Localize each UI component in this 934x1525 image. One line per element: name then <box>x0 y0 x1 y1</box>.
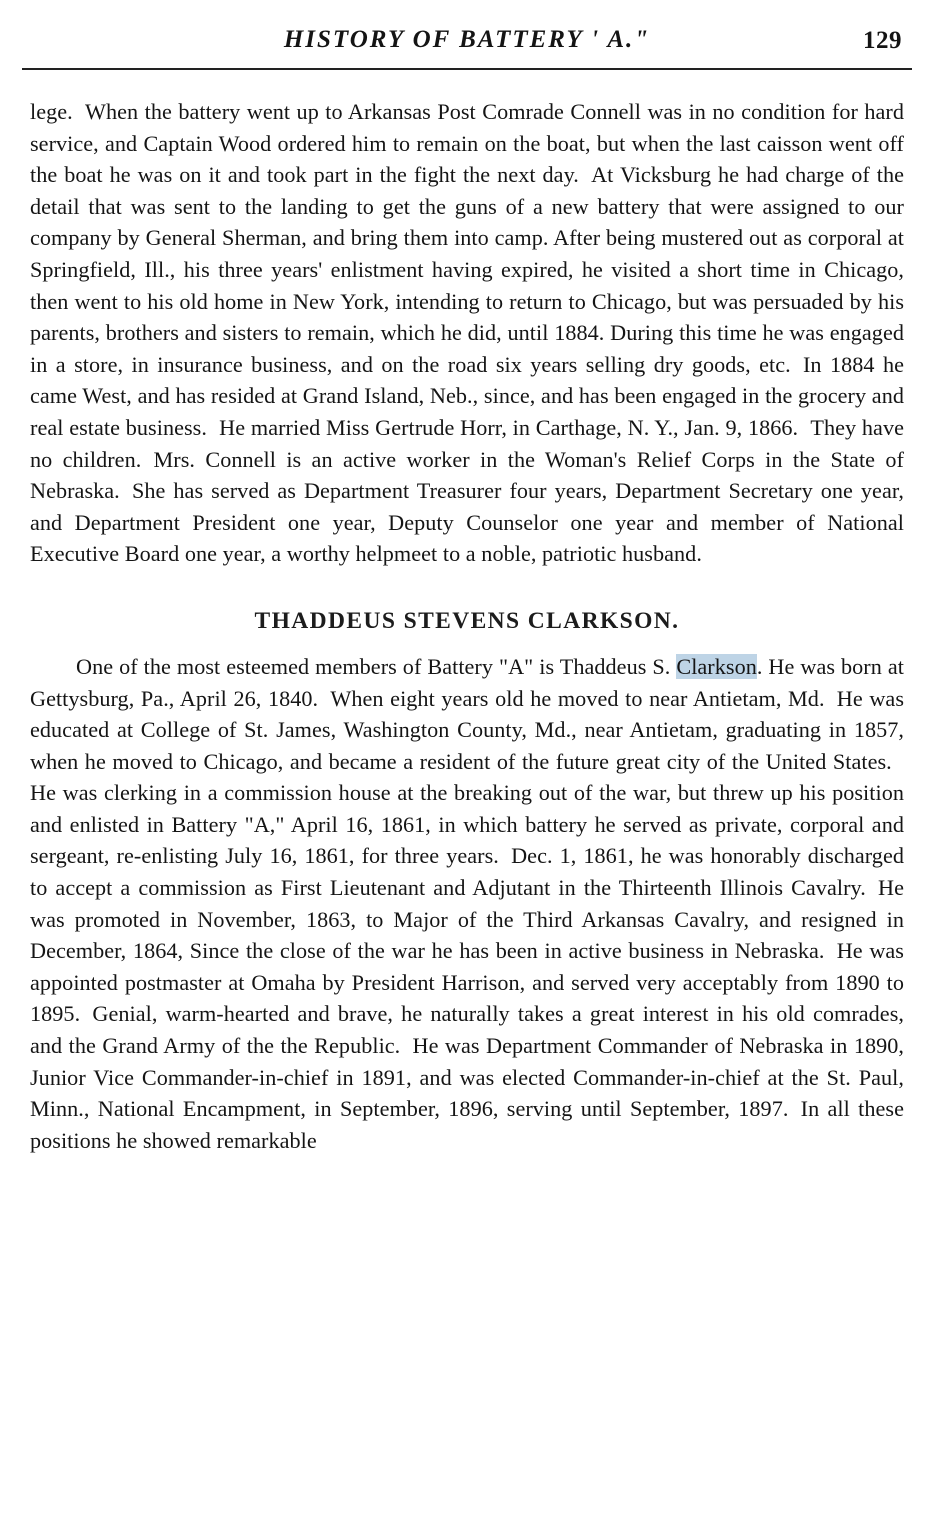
page-body <box>22 70 912 1156</box>
text-run: Dec. 1, 1861, he was honorably discharged to accept a commission as First Lieutenant and Adjutant in the Thirteenth Illinois Cavalry. <box>30 843 904 901</box>
text-run: He was educated at College of St. James, Washington County, Md., near Antietam, graduating in 1857, when he moved to Chicago, and became a resident of the future great city of the United States. <box>30 685 905 774</box>
text-run: At Vicksburg he had charge of the detail that was sent to the landing to get the guns of a new battery that were assigned to our company by General Sherman, and bring them into camp. After being mustered out as corporal at Springfield, Ill., his three years' enlistment having expired, he visited a short time in Chicago, then went to his old home in New York, intending to return to Chicago, but was persuaded by his parents, brothers and sisters to remain, which he did, until 1884. During this time he was engaged in a store, in insurance business, and on the road six years selling dry goods, etc. <box>30 162 905 377</box>
text-run: In all these positions he showed remarkable <box>30 1096 904 1153</box>
running-title: HISTORY OF BATTERY ' A." <box>283 26 651 53</box>
page-header <box>22 0 912 58</box>
text-run: They have no children. <box>30 414 904 472</box>
text-run: She has served as Department Treasurer four years, Department Secretary one year, and Department President one year, Deputy Counselor one year and member of National Executive Board one year, a worthy helpmeet to a noble, patriotic husband. <box>30 478 904 567</box>
text-run: lege. <box>30 99 73 124</box>
page-number: 129 <box>863 27 902 54</box>
paragraph-connell <box>30 96 904 570</box>
text-run: He was promoted in November, 1863, to Major of the Third Arkansas Cavalry, and resigned in December, 1864, Since the close of the war he has been in active business in Nebraska. <box>30 875 904 964</box>
text-run: Genial, warm-hearted and brave, he naturally takes a great interest in his old comrades, and the Grand Army of the the Republic. <box>30 1001 904 1059</box>
highlighted-text: Clarkson <box>676 653 757 679</box>
text-run: He was Department Commander of Nebraska in 1890, Junior Vice Commander-in-chief in 1891, and was elected Commander-in-chief at the St. Paul, Minn., National Encampment, in September, 1896, serving until September, 1897. <box>30 1033 904 1122</box>
paragraph-clarkson <box>30 651 904 1157</box>
text-run: In 1884 he came West, and has resided at Grand Island, Neb., since, and has been engaged in the grocery and real estate business. <box>30 351 904 440</box>
section-heading: THADDEUS STEVENS CLARKSON. <box>254 607 680 634</box>
text-run: He was appointed postmaster at Omaha by President Harrison, and served very acceptably from 1890 to 1895. <box>30 938 904 1027</box>
text-run: He married Miss Gertrude Horr, in Carthage, N. Y., Jan. 9, 1866. <box>219 414 799 440</box>
text-run: Mrs. Connell is an active worker in the Woman's Relief Corps in the State of Nebraska. <box>30 446 904 504</box>
text-run: When the battery went up to Arkansas Post Comrade Connell was in no condition for hard service, and Captain Wood ordered him to remain on the boat, but when the last caisson went off the boat he was on it and took part in the fight the next day. <box>30 99 904 188</box>
text-run: When eight years old he moved to near Antietam, Md. <box>330 685 825 711</box>
text-run: One of the most esteemed members of Battery "A" is Thaddeus S. <box>76 653 671 679</box>
text-run: He was clerking in a commission house at the breaking out of the war, but threw up his position and enlisted in Battery "A," April 16, 1861, in which battery he served as private, corporal and sergeant, re-enlisting July 16, 1861, for three years. <box>30 780 904 869</box>
text-run: . He was born at Gettysburg, Pa., April 26, 1840. <box>30 653 904 711</box>
